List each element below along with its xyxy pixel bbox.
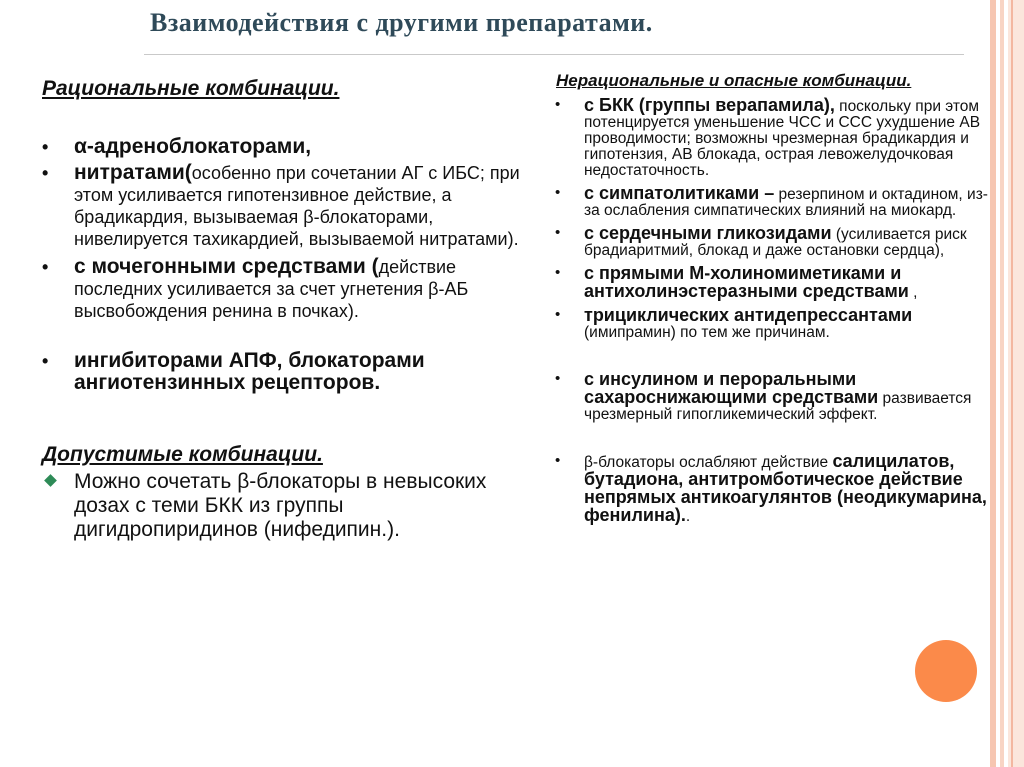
item-bold: трициклических антидепрессантами — [584, 305, 913, 325]
list-item — [42, 470, 522, 542]
decor-stripe — [1000, 0, 1004, 767]
list-item — [548, 225, 988, 259]
bullet-dot: • — [555, 370, 561, 387]
irrational-heading: Нерациональные и опасные комбинации. — [556, 71, 912, 90]
list-item — [548, 453, 988, 525]
item-text: особенно при сочетании АГ с ИБС; при этом усиливается гипотензивное действие, а брадикардия, вызываемая β-блокаторами, нивелируется тахикардией, вызываемой нитратами). — [74, 163, 520, 249]
item-text: . — [685, 508, 691, 525]
item-bold: салицилатов, бутадиона, антитромботическое действие непрямых антикоагулянтов (неодикумарина, фенилина). — [584, 451, 987, 525]
item-bold: с мочегонными средствами ( — [74, 255, 379, 278]
list-item — [548, 97, 988, 179]
item-bold: с БКК (группы верапамила), — [584, 95, 835, 115]
item-bold: нитратами( — [74, 161, 192, 184]
list-item — [548, 307, 988, 341]
decor-stripe — [1011, 0, 1013, 767]
bullet-dot: • — [555, 452, 561, 469]
list-item — [42, 136, 522, 158]
item-text: β-блокаторы ослабляют действие — [584, 454, 829, 471]
item-text: (имипрамин) по тем же причинам. — [584, 324, 830, 341]
list-item — [42, 350, 522, 394]
list-item — [42, 162, 522, 250]
item-text: развивается чрезмерный гипогликемический эффект. — [584, 390, 972, 423]
slide-title-text: Взаимодействия с другими препаратами. — [150, 8, 653, 37]
slide-title — [150, 8, 653, 38]
list-item — [548, 265, 988, 301]
item-bold: ингибиторами АПФ, блокаторами ангиотензинных рецепторов. — [74, 349, 425, 394]
bullet-dot: • — [42, 257, 49, 277]
bullet-dot: • — [42, 137, 49, 157]
bullet-dot: • — [555, 264, 561, 281]
item-bold: с инсулином и пероральными сахароснижающими средствами — [584, 369, 879, 407]
diamond-bullet-icon — [44, 474, 57, 487]
item-text: действие последних усиливается за счет угнетения β-АБ высвобождения ренина в почках). — [74, 257, 469, 321]
bullet-dot: • — [555, 306, 561, 323]
item-bold: α-адреноблокаторами, — [74, 135, 312, 158]
list-item — [548, 185, 988, 219]
bullet-dot: • — [555, 96, 561, 113]
list-item — [42, 256, 522, 322]
rational-heading: Рациональные комбинации. — [42, 77, 340, 100]
item-bold: с симпатолитиками – — [584, 183, 775, 203]
item-bold: с прямыми М-холиномиметиками и антихолинэстеразными средствами — [584, 263, 909, 301]
bullet-dot: • — [42, 163, 49, 183]
bullet-dot: • — [555, 224, 561, 241]
right-column — [548, 72, 988, 525]
decor-circle — [915, 640, 977, 702]
decor-stripe — [990, 0, 996, 767]
item-text: (усиливается риск брадиаритмий, блокад и даже остановки сердца), — [584, 226, 967, 259]
title-divider — [144, 54, 964, 55]
bullet-dot: • — [555, 184, 561, 201]
item-bold: с сердечными гликозидами — [584, 223, 832, 243]
item-text: резерпином и октадином, из-за ослабления симпатических влияний на миокард. — [584, 186, 988, 219]
list-item — [548, 371, 988, 423]
item-text: Можно сочетать β-блокаторы в невысоких дозах с теми БКК из группы дигидропиридинов (нифедипин.). — [74, 470, 487, 541]
bullet-dot: • — [42, 351, 49, 371]
left-column — [42, 78, 522, 542]
item-text: поскольку при этом потенцируется уменьшение ЧСС и ССС ухудшение АВ проводимости; возможны чрезмерная брадикардия и гипотензия, АВ блокада, острая левожелудочковая недостаточность. — [584, 98, 981, 179]
item-text: , — [913, 284, 918, 301]
acceptable-heading: Допустимые комбинации. — [42, 443, 323, 466]
